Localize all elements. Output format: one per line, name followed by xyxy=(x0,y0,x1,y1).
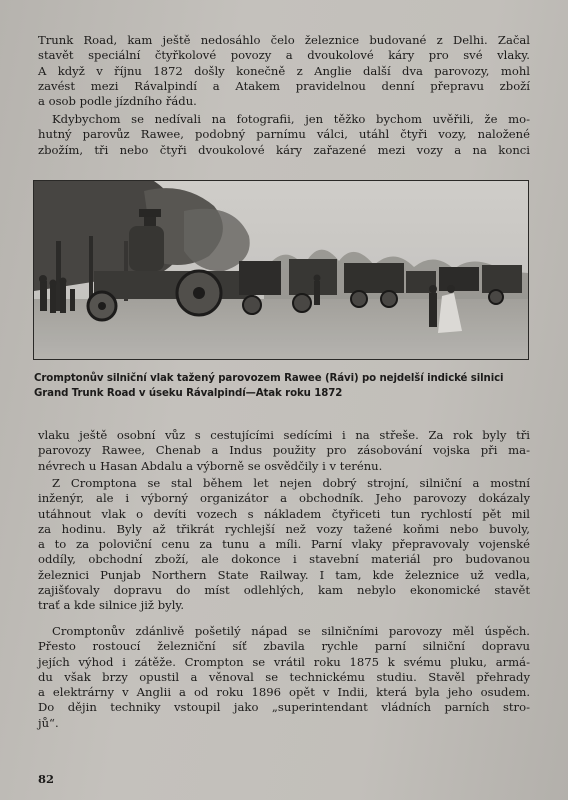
paragraph-5 xyxy=(38,624,530,731)
paragraph-3 xyxy=(38,428,530,474)
text-line: Cromptonův zdánlivě pošetilý nápad se silničními parovozy měl úspěch. xyxy=(52,624,530,638)
text-line: zbožím, tři nebo čtyři dvoukolové káry zařazené mezi vozy a na konci xyxy=(38,142,530,157)
text-line: A když v říjnu 1872 došly konečně z Anglie další dva parovozy, mohl xyxy=(38,63,530,78)
text-line: jejích výhod i zátěže. Crompton se vrátil roku 1875 k svému pluku, armá- xyxy=(38,654,530,669)
text-line: zajišťovaly dopravu do míst odlehlých, kam nebylo ekonomické stavět xyxy=(38,583,530,598)
page-number: 82 xyxy=(38,772,55,786)
caption-line: Grand Trunk Road v úseku Rávalpindí—Atak roku 1872 xyxy=(34,387,343,399)
paragraph-4 xyxy=(38,476,530,614)
text-line: zavést mezi Rávalpindí a Atakem pravidelnou denní přepravu zboží xyxy=(38,78,530,93)
caption-line: Cromptonův silniční vlak tažený parovozem Rawee (Rávi) po nejdelší indické silnici xyxy=(34,373,504,384)
text-line: železnici Punjab Northern State Railway. I tam, kde železnice už vedla, xyxy=(38,567,530,582)
text-line: Z Cromptona se stal během let nejen dobrý strojní, silniční a mostní xyxy=(52,476,530,490)
text-line: Do dějin techniky vstoupil jako „superintendant vládních parních stro- xyxy=(38,700,530,715)
paragraph-1 xyxy=(38,33,530,109)
text-line: Kdybychom se nedívali na fotografii, jen těžko bychom uvěřili, že mo- xyxy=(52,112,530,126)
text-line: hutný parovůz Rawee, podobný parnímu válci, utáhl čtyři vozy, naložené xyxy=(38,127,530,142)
text-line: vlaku ještě osobní vůz s cestujícími sedícími i na střeše. Za rok byly tři xyxy=(38,428,530,442)
text-line: a elektrárny v Anglii a od roku 1896 opět v Indii, která byla jeho osudem. xyxy=(38,685,530,700)
text-line: inženýr, ale i výborný organizátor a obchodník. Jeho parovozy dokázaly xyxy=(38,491,530,506)
steam-road-train-photo xyxy=(33,180,529,360)
text-line: a to za poloviční cenu za tunu a míli. Parní vlaky přepravovaly vojenské xyxy=(38,537,530,552)
text-line: Trunk Road, kam ještě nedosáhlo čelo železnice budované z Delhi. Začal xyxy=(38,33,530,47)
text-line: a osob podle jízdního řádu. xyxy=(38,94,197,109)
text-line: za hodinu. Byly až třikrát rychlejší než vozy tažené koňmi nebo buvoly, xyxy=(38,521,530,536)
text-line: du však brzy opustil a věnoval se technickému studiu. Stavěl přehrady xyxy=(38,669,530,684)
text-line: stavět speciální čtyřkolové povozy a dvoukolové káry pro své vlaky. xyxy=(38,48,530,63)
text-line: névrech u Hasan Abdalu a výborně se osvědčily i v terénu. xyxy=(38,458,383,473)
text-line: oddíly, obchodní zboží, ale dokonce i stavební materiál pro budovanou xyxy=(38,552,530,567)
text-line: trať a kde silnice již byly. xyxy=(38,598,185,613)
text-line: utáhnout vlak o devíti vozech s nákladem čtyřiceti tun rychlostí pět mil xyxy=(38,506,530,521)
paragraph-2 xyxy=(38,112,530,158)
text-line: Přesto rostoucí železniční síť zbavila rychle parní silniční dopravu xyxy=(38,639,530,654)
text-line: parovozy Rawee, Chenab a Indus použity pro zásobování vojska při ma- xyxy=(38,443,530,458)
photo-caption xyxy=(34,372,530,401)
text-line: jů“. xyxy=(38,715,59,730)
